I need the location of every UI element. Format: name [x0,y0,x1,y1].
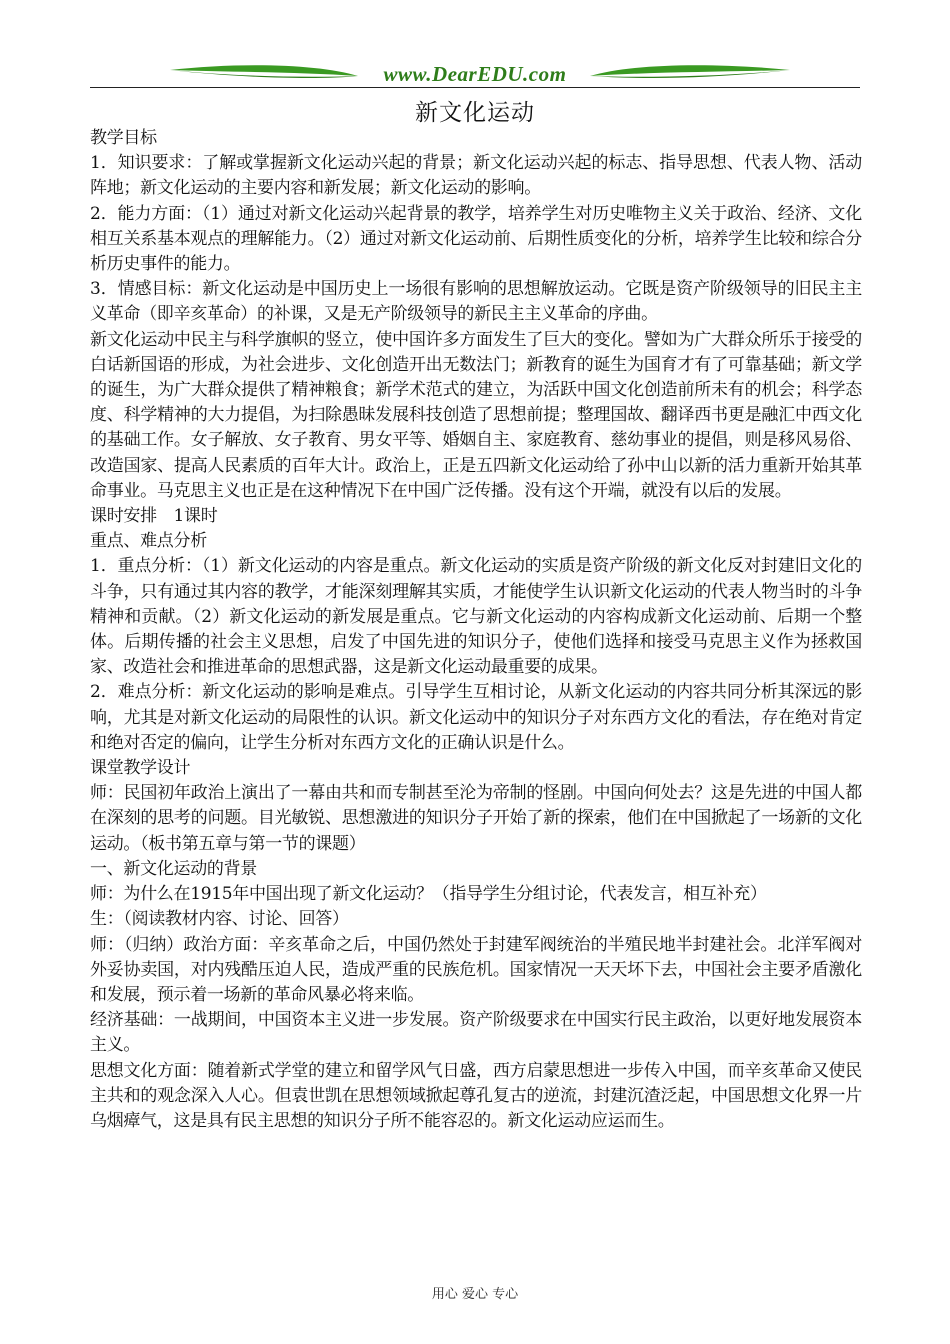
paragraph: 1．知识要求：了解或掌握新文化运动兴起的背景；新文化运动兴起的标志、指导思想、代表人物、活动阵地；新文化运动的主要内容和新发展；新文化运动的影响。 [90,153,862,199]
site-name-logo: www.DearEDU.com [383,62,567,86]
paragraph: 思想文化方面：随着新式学堂的建立和留学风气日盛，西方启蒙思想进一步传入中国，而辛亥革命又使民主共和的观念深入人心。但袁世凯在思想领域掀起尊孔复古的逆流，封建沉渣泛起，中国思想文化界一片乌烟瘴气，这是具有民主思想的知识分子所不能容忍的。新文化运动应运而生。 [90,1060,862,1131]
section-heading: 课时安排 1课时 [90,506,218,527]
section-heading: 一、新文化运动的背景 [90,858,257,879]
section-heading: 教学目标 [90,128,157,148]
paragraph: 师：（归纳）政治方面：辛亥革命之后，中国仍然处于封建军阀统治的半殖民地半封建社会。北洋军阀对外妥协卖国，对内残酷压迫人民，造成严重的民族危机。国家情况一天天坏下去，中国社会主要矛盾激化和发展，预示着一场新的革命风暴必将来临。 [90,934,862,1005]
paragraph: 经济基础：一战期间，中国资本主义进一步发展。资产阶级要求在中国实行民主政治，以更好地发展资本主义。 [90,1010,862,1056]
document-body [90,126,862,1134]
paragraph: 2．能力方面：（1）通过对新文化运动兴起背景的教学，培养学生对历史唯物主义关于政治、经济、文化相互关系基本观点的理解能力。（2）通过对新文化运动前、后期性质变化的分析，培养学生比较和综合分析历史事件的能力。 [90,203,862,275]
page-footer: 用心 爱心 专心 [431,1287,519,1302]
section-heading: 重点、难点分析 [90,531,207,552]
header-divider [90,87,860,88]
paragraph: 师：民国初年政治上演出了一幕由共和而专制甚至沦为帝制的怪剧。中国向何处去？这是先进的中国人都在深刻的思考的问题。目光敏锐、思想激进的知识分子开始了新的探索，他们在中国掀起了一场新的文化运动。（板书第五章与第一节的课题） [90,783,862,854]
document-title: 新文化运动 [415,100,535,126]
paragraph: 生：（阅读教材内容、讨论、回答） [90,909,349,930]
paragraph: 新文化运动中民主与科学旗帜的竖立，使中国许多方面发生了巨大的变化。譬如为广大群众所乐于接受的白话新国语的形成，为社会进步、文化创造开出无数法门；新教育的诞生为国育才有了可靠基础；新文学的诞生，为广大群众提供了精神粮食；新学术范式的建立，为活跃中国文化创造前所未有的机会；科学态度、科学精神的大力提倡，为扫除愚昧发展科技创造了思想前提；整理国故、翻译西书更是融汇中西文化的基础工作。女子解放、女子教育、男女平等、婚姻自主、家庭教育、慈幼事业的提倡，则是移风易俗、改造国家、提高人民素质的百年大计。政治上，正是五四新文化运动给了孙中山以新的活力重新开始其革命事业。马克思主义也正是在这种情况下在中国广泛传播。没有这个开端，就没有以后的发展。 [90,329,862,501]
paragraph: 2．难点分析：新文化运动的影响是难点。引导学生互相讨论，从新文化运动的内容共同分析其深远的影响，尤其是对新文化运动的局限性的认识。新文化运动中的知识分子对东西方文化的看法，存在绝对肯定和绝对否定的偏向，让学生分析对东西方文化的正确认识是什么。 [90,682,862,753]
section-heading: 课堂教学设计 [90,758,191,779]
paragraph: 师：为什么在1915年中国出现了新文化运动？（指导学生分组讨论，代表发言，相互补充） [90,884,767,905]
paragraph: 3．情感目标：新文化运动是中国历史上一场很有影响的思想解放运动。它既是资产阶级领导的旧民主主义革命（即辛亥革命）的补课，又是无产阶级领导的新民主主义革命的序曲。 [90,279,862,325]
paragraph: 1．重点分析：（1）新文化运动的内容是重点。新文化运动的实质是资产阶级的新文化反对封建旧文化的斗争，只有通过其内容的教学，才能深刻理解其实质，才能使学生认识新文化运动的代表人物当时的斗争精神和贡献。（2）新文化运动的新发展是重点。它与新文化运动的内容构成新文化运动前、后期一个整体。后期传播的社会主义思想，启发了中国先进的知识分子，使他们选择和接受马克思主义作为拯救国家、改造社会和推进革命的思想武器，这是新文化运动最重要的成果。 [90,556,862,678]
